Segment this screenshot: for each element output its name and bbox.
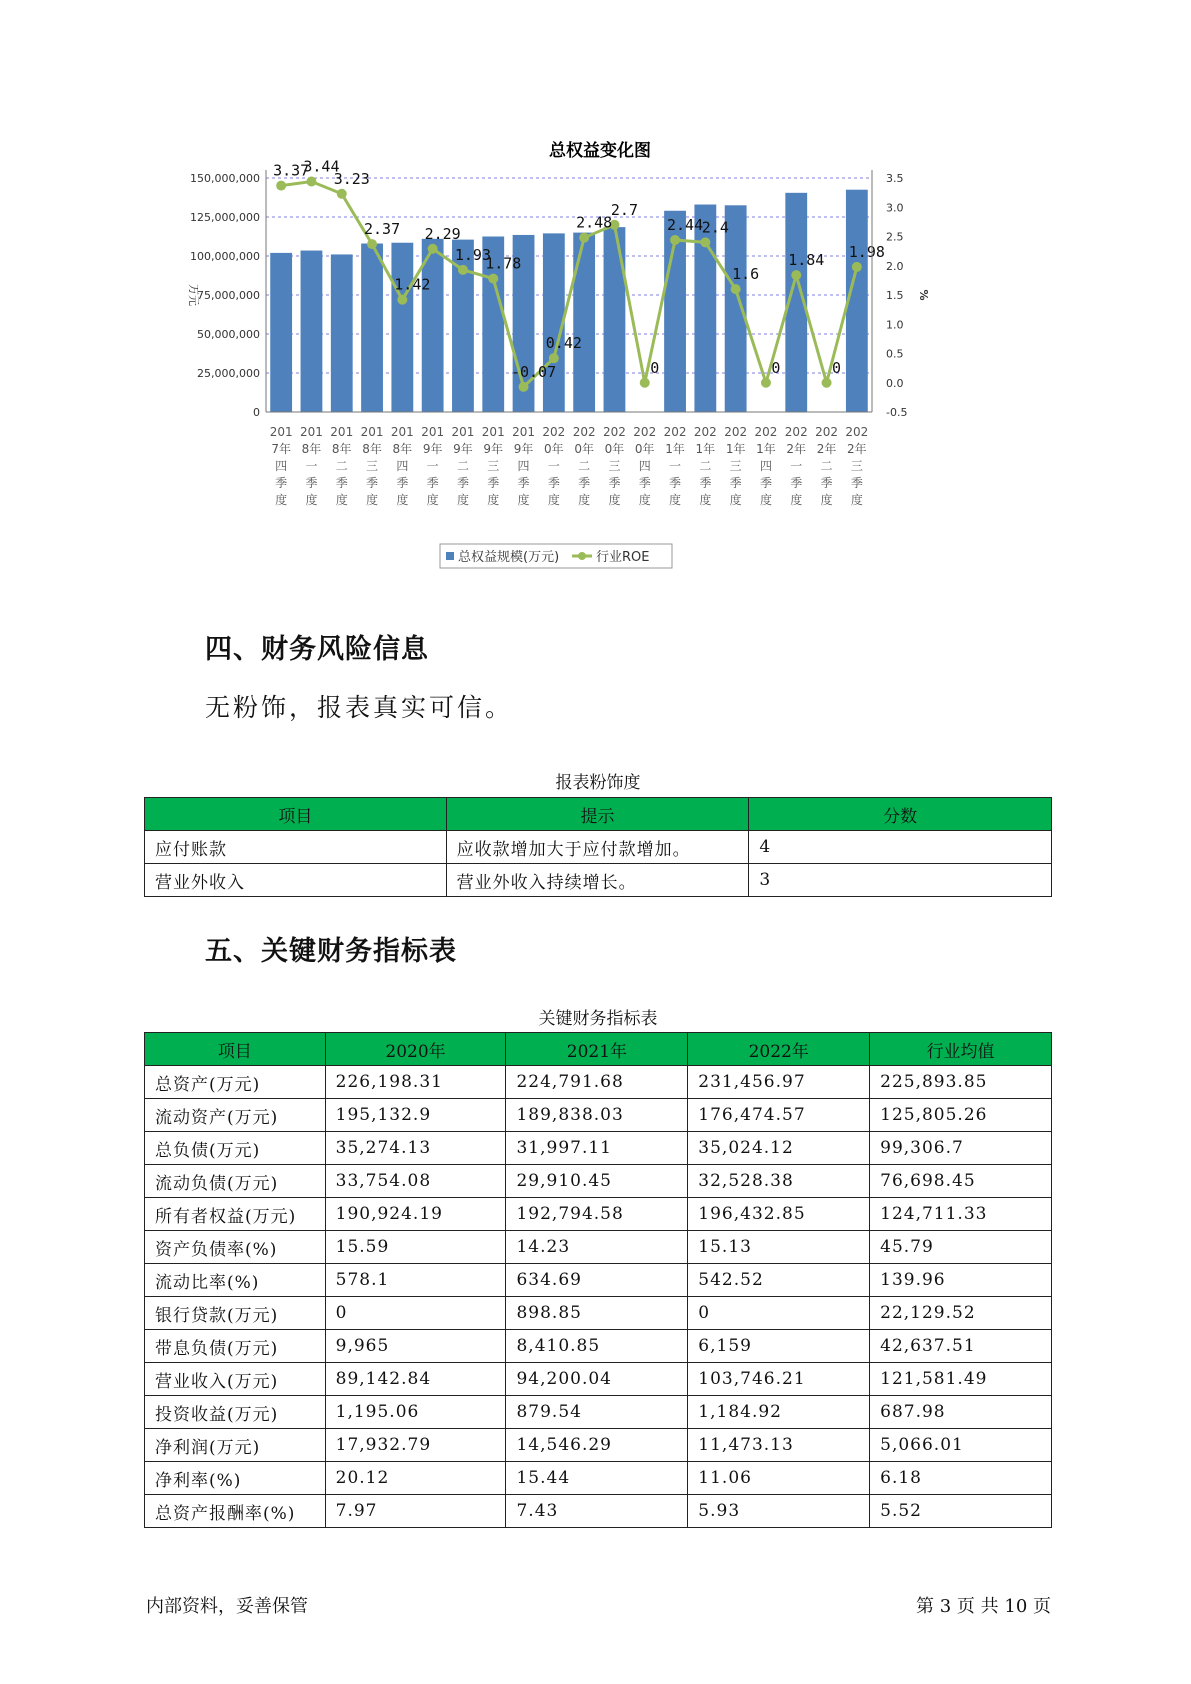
table-cell: 6.18 <box>870 1462 1052 1495</box>
table-row <box>145 1495 1052 1528</box>
table-cell: 196,432.85 <box>688 1198 870 1231</box>
roe-data-label: -0.07 <box>510 362 557 381</box>
table-row <box>145 831 1052 864</box>
equity-bar <box>422 239 444 412</box>
row-label-cell: 营业收入(万元) <box>145 1363 326 1396</box>
equity-chart-svg <box>180 140 1020 590</box>
right-tick-label: 0.5 <box>886 347 904 361</box>
table-cell: 应收款增加大于应付款增加。 <box>446 831 749 864</box>
x-tick-label: 201 8年一季度 <box>299 425 323 507</box>
table-cell: 20.12 <box>325 1462 506 1495</box>
roe-data-label: 2.7 <box>610 200 638 219</box>
left-tick-label: 125,000,000 <box>190 211 260 224</box>
header-cell: 分数 <box>749 798 1052 831</box>
table-cell: 4 <box>749 831 1052 864</box>
table-cell: 898.85 <box>506 1297 688 1330</box>
table-row <box>145 1396 1052 1429</box>
table-cell: 7.97 <box>325 1495 506 1528</box>
header-cell: 2021年 <box>506 1033 688 1066</box>
row-label-cell: 带息负债(万元) <box>145 1330 326 1363</box>
chart-legend <box>440 544 672 568</box>
table-cell: 225,893.85 <box>870 1066 1052 1099</box>
header-cell: 提示 <box>446 798 749 831</box>
table-cell: 99,306.7 <box>870 1132 1052 1165</box>
roe-point <box>488 274 498 284</box>
table-cell: 578.1 <box>325 1264 506 1297</box>
table-cell: 226,198.31 <box>325 1066 506 1099</box>
table-row <box>145 1429 1052 1462</box>
roe-data-label: 0 <box>650 358 660 377</box>
table-cell: 125,805.26 <box>870 1099 1052 1132</box>
roe-data-label: 1.42 <box>394 275 431 294</box>
table-cell: 15.59 <box>325 1231 506 1264</box>
table-cell: 5,066.01 <box>870 1429 1052 1462</box>
legend-bar-label: 总权益规模(万元) <box>458 550 560 565</box>
roe-data-label: 1.6 <box>732 265 760 284</box>
table-cell: 35,024.12 <box>688 1132 870 1165</box>
indicator-table-caption: 关键财务指标表 <box>538 1009 658 1029</box>
table-cell: 35,274.13 <box>325 1132 506 1165</box>
roe-point <box>276 181 286 191</box>
table-cell: 1,184.92 <box>688 1396 870 1429</box>
x-tick-label: 202 2年二季度 <box>815 425 839 507</box>
table-cell: 15.13 <box>688 1231 870 1264</box>
table-cell: 139.96 <box>870 1264 1052 1297</box>
roe-data-label: 1.84 <box>788 251 825 270</box>
roe-point <box>397 295 407 305</box>
x-tick-label: 202 0年三季度 <box>602 425 626 507</box>
equity-bar <box>573 233 595 412</box>
roe-data-label: 2.48 <box>576 213 613 232</box>
roe-data-label: 0 <box>771 358 781 377</box>
table-row <box>145 1363 1052 1396</box>
table-cell: 17,932.79 <box>325 1429 506 1462</box>
right-tick-label: 2.0 <box>886 259 904 273</box>
equity-bar <box>270 253 292 412</box>
table-cell: 5.52 <box>870 1495 1052 1528</box>
table-cell: 124,711.33 <box>870 1198 1052 1231</box>
x-tick-label: 202 0年一季度 <box>542 425 566 507</box>
table-cell: 231,456.97 <box>688 1066 870 1099</box>
table-cell: 11,473.13 <box>688 1429 870 1462</box>
section5-heading: 五、关键财务指标表 <box>205 936 457 967</box>
table-cell: 6,159 <box>688 1330 870 1363</box>
table-cell: 33,754.08 <box>325 1165 506 1198</box>
roe-point <box>519 382 529 392</box>
header-cell: 2020年 <box>325 1033 506 1066</box>
row-label-cell: 所有者权益(万元) <box>145 1198 326 1231</box>
roe-data-label: 1.78 <box>485 254 522 273</box>
right-tick-label: 1.5 <box>886 289 904 302</box>
table-cell: 94,200.04 <box>506 1363 688 1396</box>
equity-bar <box>391 243 413 412</box>
x-tick-label: 201 9年二季度 <box>451 425 475 507</box>
roe-point <box>852 262 862 272</box>
table-cell: 11.06 <box>688 1462 870 1495</box>
table-cell: 14.23 <box>506 1231 688 1264</box>
x-tick-label: 202 1年三季度 <box>724 425 748 507</box>
header-cell: 2022年 <box>688 1033 870 1066</box>
row-label-cell: 总资产报酬率(%) <box>145 1495 326 1528</box>
roe-point <box>791 270 801 280</box>
left-tick-label: 0 <box>253 406 260 419</box>
roe-data-label: 3.37 <box>273 161 310 180</box>
x-tick-label: 201 7年四季度 <box>269 425 293 507</box>
roe-data-label: 1.93 <box>454 245 492 264</box>
row-label-cell: 流动负债(万元) <box>145 1165 326 1198</box>
left-axis-title: 万元 <box>187 284 200 306</box>
x-tick-label: 202 1年一季度 <box>663 425 687 507</box>
x-tick-label: 201 9年四季度 <box>512 425 536 507</box>
table-cell: 45.79 <box>870 1231 1052 1264</box>
legend-bar-swatch <box>446 552 454 560</box>
table-cell: 32,528.38 <box>688 1165 870 1198</box>
table-row <box>145 1231 1052 1264</box>
table-header-row <box>145 1033 1052 1066</box>
table-cell: 192,794.58 <box>506 1198 688 1231</box>
table-row <box>145 1297 1052 1330</box>
table-cell: 5.93 <box>688 1495 870 1528</box>
roe-point <box>822 378 832 388</box>
row-label-cell: 净利率(%) <box>145 1462 326 1495</box>
table-cell: 103,746.21 <box>688 1363 870 1396</box>
table-cell: 879.54 <box>506 1396 688 1429</box>
row-label-cell: 净利润(万元) <box>145 1429 326 1462</box>
roe-point <box>428 244 438 254</box>
roe-data-label: 1.98 <box>848 242 885 261</box>
table-cell: 31,997.11 <box>506 1132 688 1165</box>
table-cell: 195,132.9 <box>325 1099 506 1132</box>
x-tick-label: 202 2年一季度 <box>784 425 808 507</box>
right-axis-title: % <box>917 289 930 301</box>
x-tick-label: 201 8年二季度 <box>330 425 354 507</box>
roe-data-label: 0.42 <box>545 334 582 353</box>
equity-chart <box>180 140 1020 590</box>
table-cell: 0 <box>688 1297 870 1330</box>
left-tick-label: 150,000,000 <box>190 172 260 185</box>
header-cell: 行业均值 <box>870 1033 1052 1066</box>
table-cell: 3 <box>749 864 1052 897</box>
table-cell: 42,637.51 <box>870 1330 1052 1363</box>
roe-point <box>579 233 589 243</box>
table-cell: 542.52 <box>688 1264 870 1297</box>
table-cell: 7.43 <box>506 1495 688 1528</box>
left-tick-label: 100,000,000 <box>190 250 260 263</box>
row-label-cell: 总资产(万元) <box>145 1066 326 1099</box>
left-tick-label: 25,000,000 <box>197 367 260 380</box>
right-tick-label: 3.5 <box>886 172 904 185</box>
equity-bar <box>361 244 383 412</box>
table-cell: 营业外收入持续增长。 <box>446 864 749 897</box>
table-cell: 176,474.57 <box>688 1099 870 1132</box>
right-tick-label: 2.5 <box>886 230 904 244</box>
table-row <box>145 1165 1052 1198</box>
x-tick-label: 202 0年四季度 <box>633 425 657 507</box>
legend-line-label: 行业ROE <box>596 550 650 565</box>
table-cell: 应付账款 <box>145 831 447 864</box>
roe-point <box>700 237 710 247</box>
roe-point <box>549 353 559 363</box>
equity-bar <box>604 227 626 412</box>
table-row <box>145 1132 1052 1165</box>
row-label-cell: 资产负债率(%) <box>145 1231 326 1264</box>
table-cell: 89,142.84 <box>325 1363 506 1396</box>
header-cell: 项目 <box>145 1033 326 1066</box>
risk-summary-text: 无粉饰，报表真实可信。 <box>205 693 514 722</box>
roe-data-label: 2.37 <box>363 220 401 239</box>
roe-data-label: 0 <box>832 358 842 377</box>
roe-point <box>458 265 468 275</box>
row-label-cell: 流动资产(万元) <box>145 1099 326 1132</box>
roe-data-label: 2.4 <box>701 218 729 237</box>
roe-point <box>670 235 680 245</box>
right-tick-label: -0.5 <box>886 406 908 419</box>
table-cell: 1,195.06 <box>325 1396 506 1429</box>
table-row <box>145 1099 1052 1132</box>
row-label-cell: 银行贷款(万元) <box>145 1297 326 1330</box>
roe-data-label: 2.44 <box>666 216 704 235</box>
table-cell: 8,410.85 <box>506 1330 688 1363</box>
whitewash-table-caption: 报表粉饰度 <box>555 773 641 793</box>
right-tick-label: 0.0 <box>886 376 904 390</box>
table-header-row <box>145 798 1052 831</box>
x-tick-label: 202 1年四季度 <box>754 425 778 507</box>
table-cell: 营业外收入 <box>145 864 447 897</box>
x-tick-label: 202 0年二季度 <box>572 425 596 507</box>
roe-point <box>731 284 741 294</box>
roe-point <box>640 378 650 388</box>
x-tick-label: 202 1年二季度 <box>693 425 717 507</box>
table-cell: 121,581.49 <box>870 1363 1052 1396</box>
footer-page-number: 第 3 页 共 10 页 <box>916 1596 1051 1617</box>
table-row <box>145 1066 1052 1099</box>
table-cell: 14,546.29 <box>506 1429 688 1462</box>
table-cell: 15.44 <box>506 1462 688 1495</box>
table-row <box>145 1330 1052 1363</box>
table-cell: 634.69 <box>506 1264 688 1297</box>
equity-bar <box>301 251 323 412</box>
left-tick-label: 50,000,000 <box>197 328 260 341</box>
table-cell: 29,910.45 <box>506 1165 688 1198</box>
row-label-cell: 总负债(万元) <box>145 1132 326 1165</box>
table-row <box>145 1264 1052 1297</box>
indicator-table <box>144 1032 1052 1528</box>
x-tick-label: 201 8年三季度 <box>360 425 384 507</box>
table-cell: 190,924.19 <box>325 1198 506 1231</box>
x-tick-label: 201 9年一季度 <box>421 425 445 507</box>
roe-point <box>367 239 377 249</box>
legend-line-marker <box>578 552 586 560</box>
roe-data-label: 2.29 <box>424 224 461 243</box>
whitewash-table <box>144 797 1052 897</box>
roe-data-label: 3.23 <box>333 169 370 188</box>
table-cell: 76,698.45 <box>870 1165 1052 1198</box>
table-cell: 189,838.03 <box>506 1099 688 1132</box>
table-cell: 9,965 <box>325 1330 506 1363</box>
table-cell: 224,791.68 <box>506 1066 688 1099</box>
table-cell: 687.98 <box>870 1396 1052 1429</box>
section4-heading: 四、财务风险信息 <box>205 634 429 665</box>
roe-point <box>337 189 347 199</box>
right-tick-label: 1.0 <box>886 318 904 332</box>
table-row <box>145 1198 1052 1231</box>
footer-confidential-note: 内部资料，妥善保管 <box>146 1596 308 1617</box>
x-tick-label: 201 8年四季度 <box>390 425 414 507</box>
left-tick-label: 75,000,000 <box>197 289 260 302</box>
table-cell: 0 <box>325 1297 506 1330</box>
table-row <box>145 864 1052 897</box>
header-cell: 项目 <box>145 798 447 831</box>
row-label-cell: 流动比率(%) <box>145 1264 326 1297</box>
x-tick-label: 202 2年三季度 <box>845 425 869 507</box>
roe-data-label: 3.44 <box>303 157 340 176</box>
x-tick-label: 201 9年三季度 <box>481 425 505 507</box>
row-label-cell: 投资收益(万元) <box>145 1396 326 1429</box>
right-tick-label: 3.0 <box>886 201 904 215</box>
table-cell: 22,129.52 <box>870 1297 1052 1330</box>
table-row <box>145 1462 1052 1495</box>
equity-bar <box>331 254 353 412</box>
chart-title: 总权益变化图 <box>549 141 651 161</box>
roe-point <box>761 378 771 388</box>
